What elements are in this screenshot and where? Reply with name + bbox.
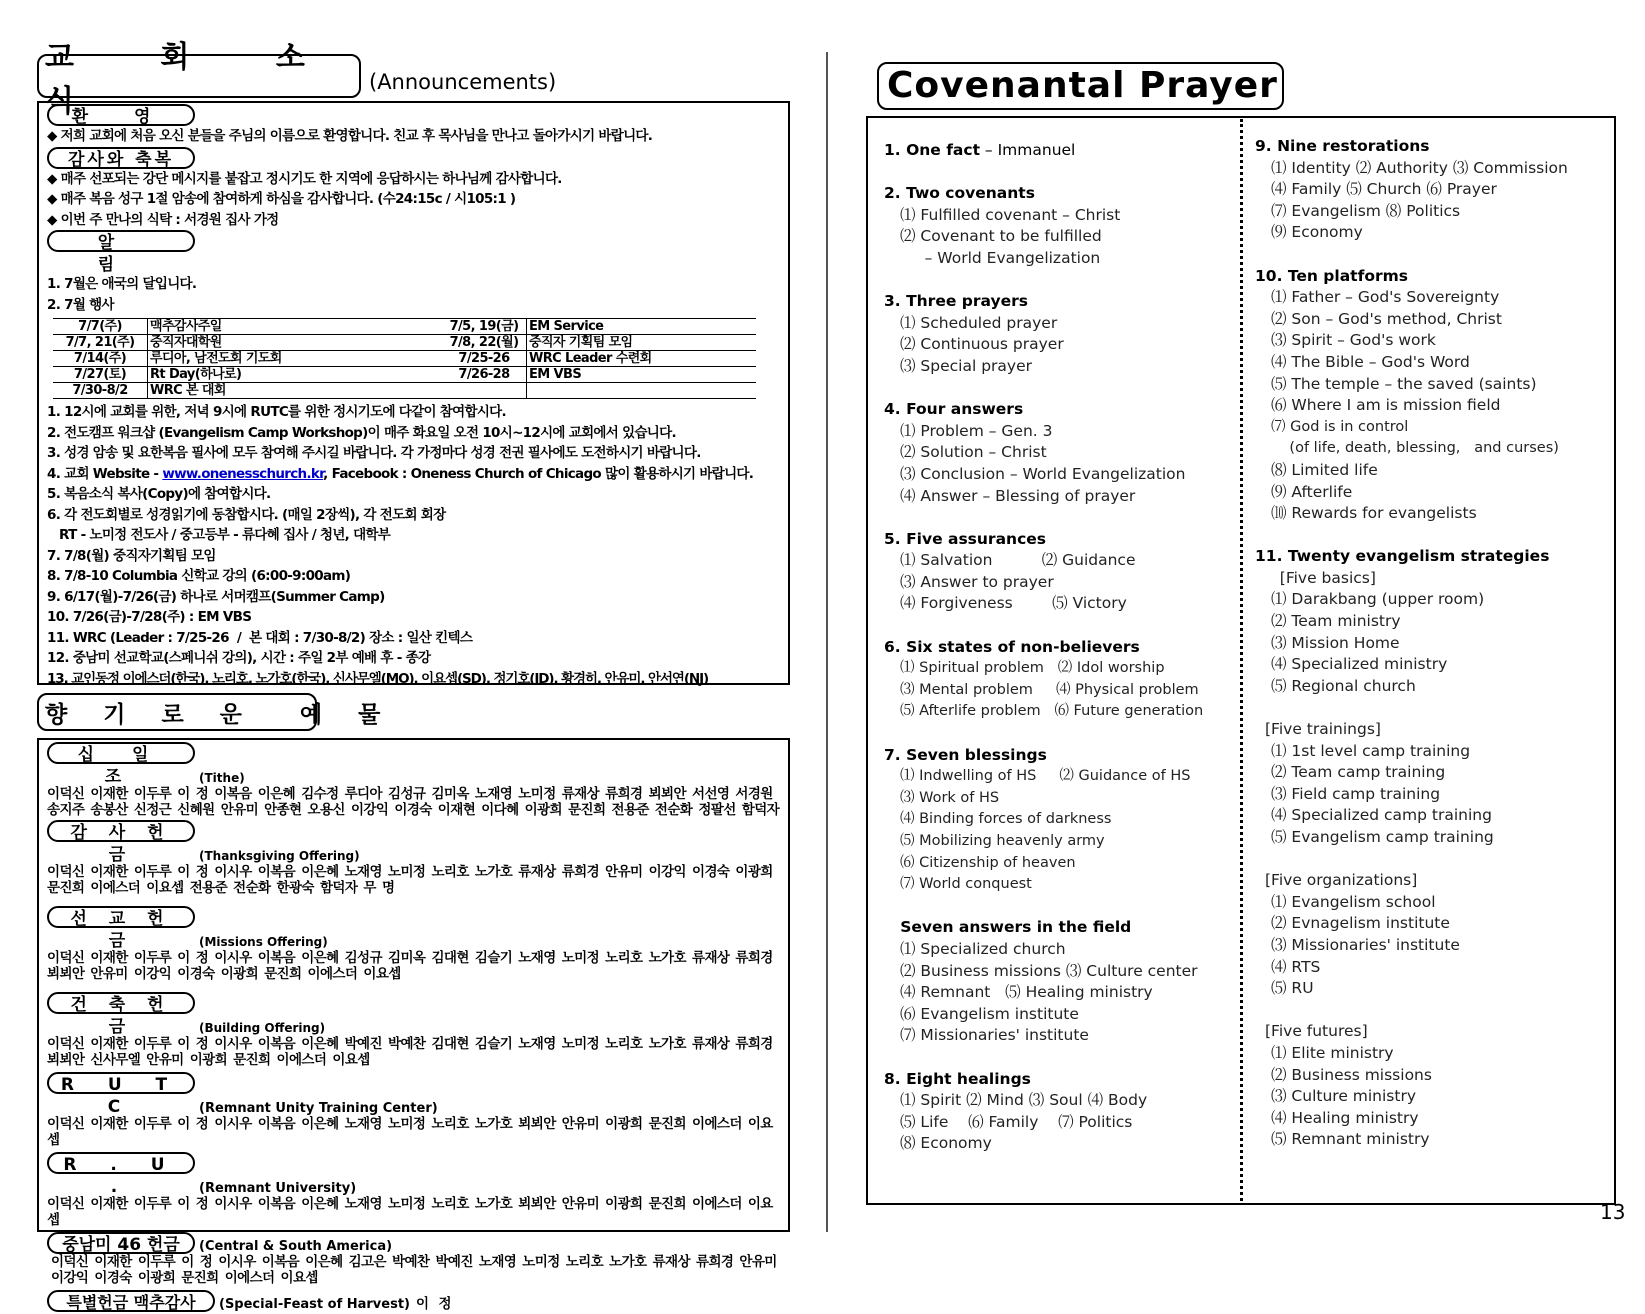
offering-block <box>47 992 782 1068</box>
prayer-item: ⑵ Business missions <box>1271 1065 1432 1084</box>
notice-line: 8. 7/8-10 Columbia 신학교 강의 (6:00-9:00am) <box>47 568 351 584</box>
notice-line: 1. 12시에 교회를 위한, 저녁 9시에 RUTC를 위한 정시기도에 다같이 참여합시다. <box>47 404 506 420</box>
prayer-item: ⑸ The temple – the saved (saints) <box>1271 374 1537 393</box>
notice-line: 2. 7월 행사 <box>47 296 114 313</box>
prayer-item: ⑴ Salvation ⑵ Guidance <box>900 551 1136 570</box>
prayer-item: ⑸ RU <box>1271 979 1314 998</box>
welcome-text: ◆ 저희 교회에 처음 오신 분들을 주님의 이름으로 환영합니다. 친교 후 목사님을 만나고 돌아가시기 바랍니다. <box>47 128 653 144</box>
page-number: 13 <box>1600 1200 1626 1224</box>
table-row <box>53 351 756 367</box>
prayer-item: ⑵ Team ministry <box>1271 612 1401 631</box>
prayer-item: ⑷ Specialized ministry <box>1271 655 1448 674</box>
prayer-item: ⑼ Afterlife <box>1271 482 1353 501</box>
prayer-item: ⑸ Regional church <box>1271 676 1416 695</box>
prayer-item: ⑸ Evangelism camp training <box>1271 828 1494 846</box>
prayer-item: ⑷ Family ⑸ Church ⑹ Prayer <box>1271 180 1497 199</box>
offering-block <box>47 742 782 818</box>
prayer-item: ⑻ Economy <box>900 1134 992 1153</box>
prayer-title: Covenantal Prayer <box>877 62 1284 110</box>
heading-rest: – Immanuel <box>980 141 1076 159</box>
prayer-item: ⑶ Mental problem ⑷ Physical problem <box>900 681 1199 698</box>
prayer-right-column <box>1255 136 1605 1151</box>
offering-block <box>47 1232 782 1286</box>
table-row <box>53 335 756 351</box>
event-name: 맥추감사주일 <box>148 319 443 335</box>
offering-note: (Remnant University) <box>199 1181 357 1196</box>
offering-pill: R . U . <box>47 1152 195 1174</box>
column-divider <box>1240 119 1243 1201</box>
prayer-item: ⑹ Where I am is mission field <box>1271 396 1501 415</box>
prayer-item: – World Evangelization <box>900 248 1101 267</box>
prayer-heading: 2. Two covenants <box>884 184 1035 203</box>
event-date: 7/25-26 <box>442 351 527 367</box>
prayer-item: ⑴ Spirit ⑵ Mind ⑶ Soul ⑷ Body <box>900 1091 1148 1110</box>
thanks-line: ◆ 매주 선포되는 강단 메시지를 붙잡고 정시기도 한 지역에 응답하시는 하나님께 감사합니다. <box>47 170 562 187</box>
website-rest: , Facebook : Oneness Church of Chicago 많이 활용하시기 바랍니다. <box>323 465 754 482</box>
event-name: 중직자 기획팀 모임 <box>527 335 757 351</box>
prayer-item: ⑵ Solution – Christ <box>900 443 1047 462</box>
event-date: 7/26-28 <box>442 367 527 383</box>
offerings-list <box>47 742 782 1312</box>
table-row <box>53 367 756 383</box>
offering-note: (Tithe) <box>199 771 245 785</box>
offering-names: 이 정 <box>416 1296 452 1312</box>
event-date: 7/7, 21(주) <box>53 335 148 351</box>
offering-names: 이덕신 이재한 이두루 이 정 이시우 이복음 이은혜 김성규 김미옥 김대현 김슬기 노재영 노미정 노리호 노가호 류재상 류희경 뵈뵈안 안유미 이강익 이경숙 이광희 문진희 이에스더 이요셉 <box>47 950 773 982</box>
event-name <box>527 383 757 399</box>
prayer-item: ⑷ The Bible – God's Word <box>1271 352 1470 371</box>
prayer-item: ⑴ Fulfilled covenant – Christ <box>900 205 1121 224</box>
notice-line: RT - 노미정 전도사 / 중고등부 - 류다혜 집사 / 청년, 대학부 <box>47 527 391 543</box>
thanks-line: ◆ 매주 복음 성구 1절 암송에 참여하게 하심을 감사합니다. (수24:15c / 시105:1 ) <box>47 191 516 207</box>
prayer-item: ⑷ Answer – Blessing of prayer <box>900 486 1136 505</box>
notice-line: 6. 각 전도회별로 성경읽기에 동참합시다. (매일 2장씩), 각 전도회 회장 <box>47 506 446 523</box>
offering-note: (Central & South America) <box>199 1239 393 1254</box>
prayer-item: ⑺ Missionaries' institute <box>900 1026 1089 1045</box>
prayer-item: ⑺ Evangelism ⑻ Politics <box>1271 201 1461 220</box>
prayer-heading: Seven answers in the field <box>884 918 1132 937</box>
prayer-heading: 8. Eight healings <box>884 1069 1031 1088</box>
announcements-subtitle: (Announcements) <box>369 70 557 94</box>
offering-pill: 감 사 헌 금 <box>47 820 195 842</box>
notice-line: 5. 복음소식 복사(Copy)에 참여합시다. <box>47 486 271 502</box>
prayer-heading: 6. Six states of non-believers <box>884 637 1140 656</box>
announcements-title: 교 회 소 식 <box>45 40 343 119</box>
page-divider <box>826 52 828 1232</box>
prayer-item: ⑴ Identity ⑵ Authority ⑶ Commission <box>1271 158 1568 177</box>
offering-block <box>47 1072 782 1148</box>
event-date <box>442 383 527 399</box>
announcements-content <box>47 104 782 689</box>
prayer-heading: 11. Twenty evangelism strategies <box>1255 547 1550 566</box>
prayer-item: ⑸ Remnant ministry <box>1271 1130 1430 1149</box>
prayer-item: ⑴ Evangelism school <box>1271 892 1436 911</box>
prayer-item: ⑴ Darakbang (upper room) <box>1271 590 1485 609</box>
offering-note: (Remnant Unity Training Center) <box>199 1101 438 1116</box>
prayer-item: ⑶ Culture ministry <box>1271 1087 1417 1106</box>
offering-note: (Thanksgiving Offering) <box>199 849 360 863</box>
offering-block <box>47 1152 782 1228</box>
event-date: 7/30-8/2 <box>53 383 148 399</box>
prayer-item: ⑹ Evangelism institute <box>900 1004 1079 1023</box>
offering-pill: R U T C <box>47 1072 195 1094</box>
prayer-item: ⑵ Covenant to be fulfilled <box>900 227 1102 246</box>
offering-names: 이덕신 이재한 이두루 이 정 이시우 이복음 이은혜 박예진 박예찬 김대현 김슬기 노재영 노미정 노리호 노가호 류재상 류희경 뵈뵈안 신사무엘 안유미 이광희 문진희 이에스더 이요셉 <box>47 1036 773 1068</box>
notice-line: 3. 성경 암송 및 요한복음 필사에 모두 참여해 주시길 바랍니다. 각 가정마다 성경 전권 필사에도 도전하시기 바랍니다. <box>47 445 701 461</box>
prayer-item: ⑽ Rewards for evangelists <box>1271 504 1477 523</box>
event-name: WRC Leader 수련회 <box>527 351 757 367</box>
offering-note: (Missions Offering) <box>199 935 328 949</box>
offering-names: 이덕신 이재한 이두루 이 정 이복음 이은혜 김수정 루디아 김성규 김미옥 노재영 노미정 류재상 류희경 뵈뵈안 서선영 서경원 송지주 송봉산 신정근 신혜원 안유미 안종현 오용신 이강익 이경숙 이재현 이다혜 이광희 문진희 전용준 전순화 정팔선 함덕자 <box>47 786 780 818</box>
prayer-item: ⑴ Indwelling of HS ⑵ Guidance of HS <box>900 768 1191 785</box>
prayer-heading: 3. Three prayers <box>884 292 1028 311</box>
prayer-item: ⑴ Specialized church <box>900 939 1066 958</box>
event-name: 중직자대학원 <box>148 335 443 351</box>
prayer-item: ⑷ RTS <box>1271 957 1321 976</box>
prayer-item: ⑶ Answer to prayer <box>900 572 1054 591</box>
prayer-item: ⑺ World conquest <box>900 876 1032 893</box>
prayer-item: ⑵ Business missions ⑶ Culture center <box>900 961 1198 980</box>
prayer-item: ⑵ Continuous prayer <box>900 335 1064 354</box>
notice-line: 1. 7월은 애국의 달입니다. <box>47 276 197 292</box>
notice-line: 11. WRC (Leader : 7/25-26 / 본 대회 : 7/30-8/2) 장소 : 일산 킨텍스 <box>47 629 473 646</box>
offerings-title-box <box>37 693 395 731</box>
prayer-item: ⑻ Limited life <box>1271 460 1378 479</box>
prayer-item: ⑶ Special prayer <box>900 356 1032 375</box>
offering-names: 이덕신 이재한 이두루 이 정 이시우 이복음 이은혜 김고은 박예찬 박예진 노재영 노미정 노리호 노가호 류재상 류희경 안유미 이강익 이경숙 이광희 문진희 이에스더 이요셉 <box>51 1254 777 1286</box>
notice-line: 12. 중남미 선교학교(스페니쉬 강의), 시간 : 주일 2부 예배 후 - 종강 <box>47 650 431 666</box>
prayer-item: ⑴ Problem – Gen. 3 <box>900 421 1053 440</box>
event-name: EM VBS <box>527 367 757 383</box>
notice-line: 7. 7/8(월) 중직자기획팀 모임 <box>47 547 216 564</box>
prayer-item: ⑷ Healing ministry <box>1271 1108 1419 1127</box>
prayer-item: ⑸ Mobilizing heavenly army <box>900 833 1105 849</box>
prayer-item: ⑷ Remnant ⑸ Healing ministry <box>900 983 1153 1002</box>
offering-block <box>47 820 782 896</box>
notice-line: 2. 전도캠프 워크샵 (Evangelism Camp Workshop)이 매주 화요일 오전 10시~12시에 교회에서 있습니다. <box>47 424 676 441</box>
events-table <box>53 318 756 399</box>
notice-pill: 알 림 <box>47 230 195 252</box>
event-date: 7/5, 19(금) <box>442 319 527 335</box>
notice-line: 9. 6/17(월)-7/26(금) 하나로 서머캠프(Summer Camp) <box>47 588 385 605</box>
website-link[interactable]: www.onenesschurch.kr <box>162 465 324 482</box>
prayer-item: ⑴ Father – God's Sovereignty <box>1271 288 1500 307</box>
event-date: 7/27(토) <box>53 367 148 383</box>
thanks-pill: 감사와 축복 <box>47 147 195 169</box>
offering-block <box>47 1290 782 1312</box>
prayer-heading: 7. Seven blessings <box>884 745 1047 764</box>
prayer-heading <box>884 140 1229 162</box>
prayer-item: ⑷ Binding forces of darkness <box>900 811 1112 828</box>
offering-note: (Special-Feast of Harvest) <box>219 1297 410 1312</box>
prayer-left-column <box>884 140 1229 1155</box>
announcements-panel <box>37 101 790 685</box>
prayer-item: ⑸ Life ⑹ Family ⑺ Politics <box>900 1112 1133 1131</box>
offerings-header <box>37 693 395 731</box>
prayer-heading: 4. Four answers <box>884 400 1024 419</box>
prayer-item: ⑴ 1st level camp training <box>1271 741 1471 760</box>
strategy-group-label: [Five basics] <box>1265 568 1376 587</box>
event-date: 7/8, 22(월) <box>442 335 527 351</box>
prayer-item: ⑴ Elite ministry <box>1271 1043 1394 1062</box>
offerings-panel <box>37 738 790 1312</box>
offering-pill: 특별헌금 맥추감사 <box>47 1290 215 1312</box>
offering-pill: 건 축 헌 금 <box>47 992 195 1014</box>
prayer-item: ⑶ Field camp training <box>1271 784 1441 803</box>
prayer-item: ⑼ Economy <box>1271 223 1363 242</box>
offerings-title: 향 기 로 운 예 물 <box>45 701 395 728</box>
prayer-item: ⑶ Mission Home <box>1271 633 1400 652</box>
notice-line-website <box>47 464 782 485</box>
offering-pill: 중남미 46 헌금 <box>47 1232 195 1254</box>
offering-names: 이덕신 이재한 이두루 이 정 이시우 이복음 이은혜 노재영 노미정 노리호 노가호 뵈뵈안 안유미 이광희 문진희 이에스더 이요셉 <box>47 1116 773 1148</box>
prayer-item: ⑵ Son – God's method, Christ <box>1271 309 1502 328</box>
prayer-item: ⑺ God is in control <box>1271 418 1409 435</box>
prayer-heading: 9. Nine restorations <box>1255 137 1430 155</box>
prayer-item: ⑷ Forgiveness ⑸ Victory <box>900 594 1127 613</box>
prayer-item: ⑶ Missionaries' institute <box>1271 935 1460 954</box>
prayer-item: ⑵ Team camp training <box>1271 763 1446 782</box>
event-date: 7/7(주) <box>53 319 148 335</box>
prayer-item: ⑴ Spiritual problem ⑵ Idol worship <box>900 660 1165 677</box>
prayer-heading: 10. Ten platforms <box>1255 266 1409 285</box>
prayer-item: ⑹ Citizenship of heaven <box>900 854 1076 871</box>
prayer-item: (of life, death, blessing, and curses) <box>1271 440 1559 457</box>
heading-text: 1. One fact <box>884 141 980 159</box>
event-name: WRC 본 대회 <box>148 383 443 399</box>
prayer-item: ⑷ Specialized camp training <box>1271 806 1492 825</box>
offering-block <box>47 906 782 982</box>
offering-note: (Building Offering) <box>199 1021 326 1035</box>
prayer-item: ⑵ Evnagelism institute <box>1271 914 1450 933</box>
table-row <box>53 383 756 399</box>
thanks-line: ◆ 이번 주 만나의 식탁 : 서경원 집사 가정 <box>47 211 279 228</box>
offering-names: 이덕신 이재한 이두루 이 정 이시우 이복음 이은혜 노재영 노미정 노리호 노가호 류재상 류희경 안유미 이강익 이경숙 이광희 문진희 이에스더 이요셉 전용준 전순화 한광숙 함덕자 무 명 <box>47 864 773 896</box>
event-name: EM Service <box>527 319 757 335</box>
offering-names: 이덕신 이재한 이두루 이 정 이시우 이복음 이은혜 노재영 노미정 노리호 노가호 뵈뵈안 안유미 이광희 문진희 이에스더 이요셉 <box>47 1196 773 1228</box>
offering-pill: 선 교 헌 금 <box>47 906 195 928</box>
prayer-item: ⑸ Afterlife problem ⑹ Future generation <box>900 703 1204 720</box>
website-prefix: 4. 교회 Website - <box>47 465 163 482</box>
prayer-item: ⑶ Conclusion – World Evangelization <box>900 464 1186 483</box>
strategy-group-label: [Five organizations] <box>1265 871 1418 890</box>
prayer-item: ⑴ Scheduled prayer <box>900 313 1058 332</box>
prayer-heading: 5. Five assurances <box>884 529 1046 548</box>
strategy-group-label: [Five futures] <box>1265 1022 1368 1041</box>
event-date: 7/14(주) <box>53 351 148 367</box>
notice-line: 13. 교인동정 이에스더(한국), 노리호, 노가호(한국), 신사무엘(MO), 이요셉(SD), 정기호(ID), 황경히, 안유미, 안서연(NJ) <box>47 670 709 687</box>
event-name: Rt Day(하나로) <box>148 367 443 383</box>
strategy-group-label: [Five trainings] <box>1265 720 1381 739</box>
event-name: 루디아, 남전도회 기도회 <box>148 351 443 367</box>
welcome-pill: 환 영 <box>47 104 195 126</box>
prayer-item: ⑶ Work of HS <box>900 789 1000 806</box>
offering-pill: 십 일 조 <box>47 742 195 764</box>
table-row <box>53 319 756 335</box>
notice-line: 10. 7/26(금)-7/28(주) : EM VBS <box>47 609 252 625</box>
prayer-item: ⑶ Spirit – God's work <box>1271 331 1436 350</box>
